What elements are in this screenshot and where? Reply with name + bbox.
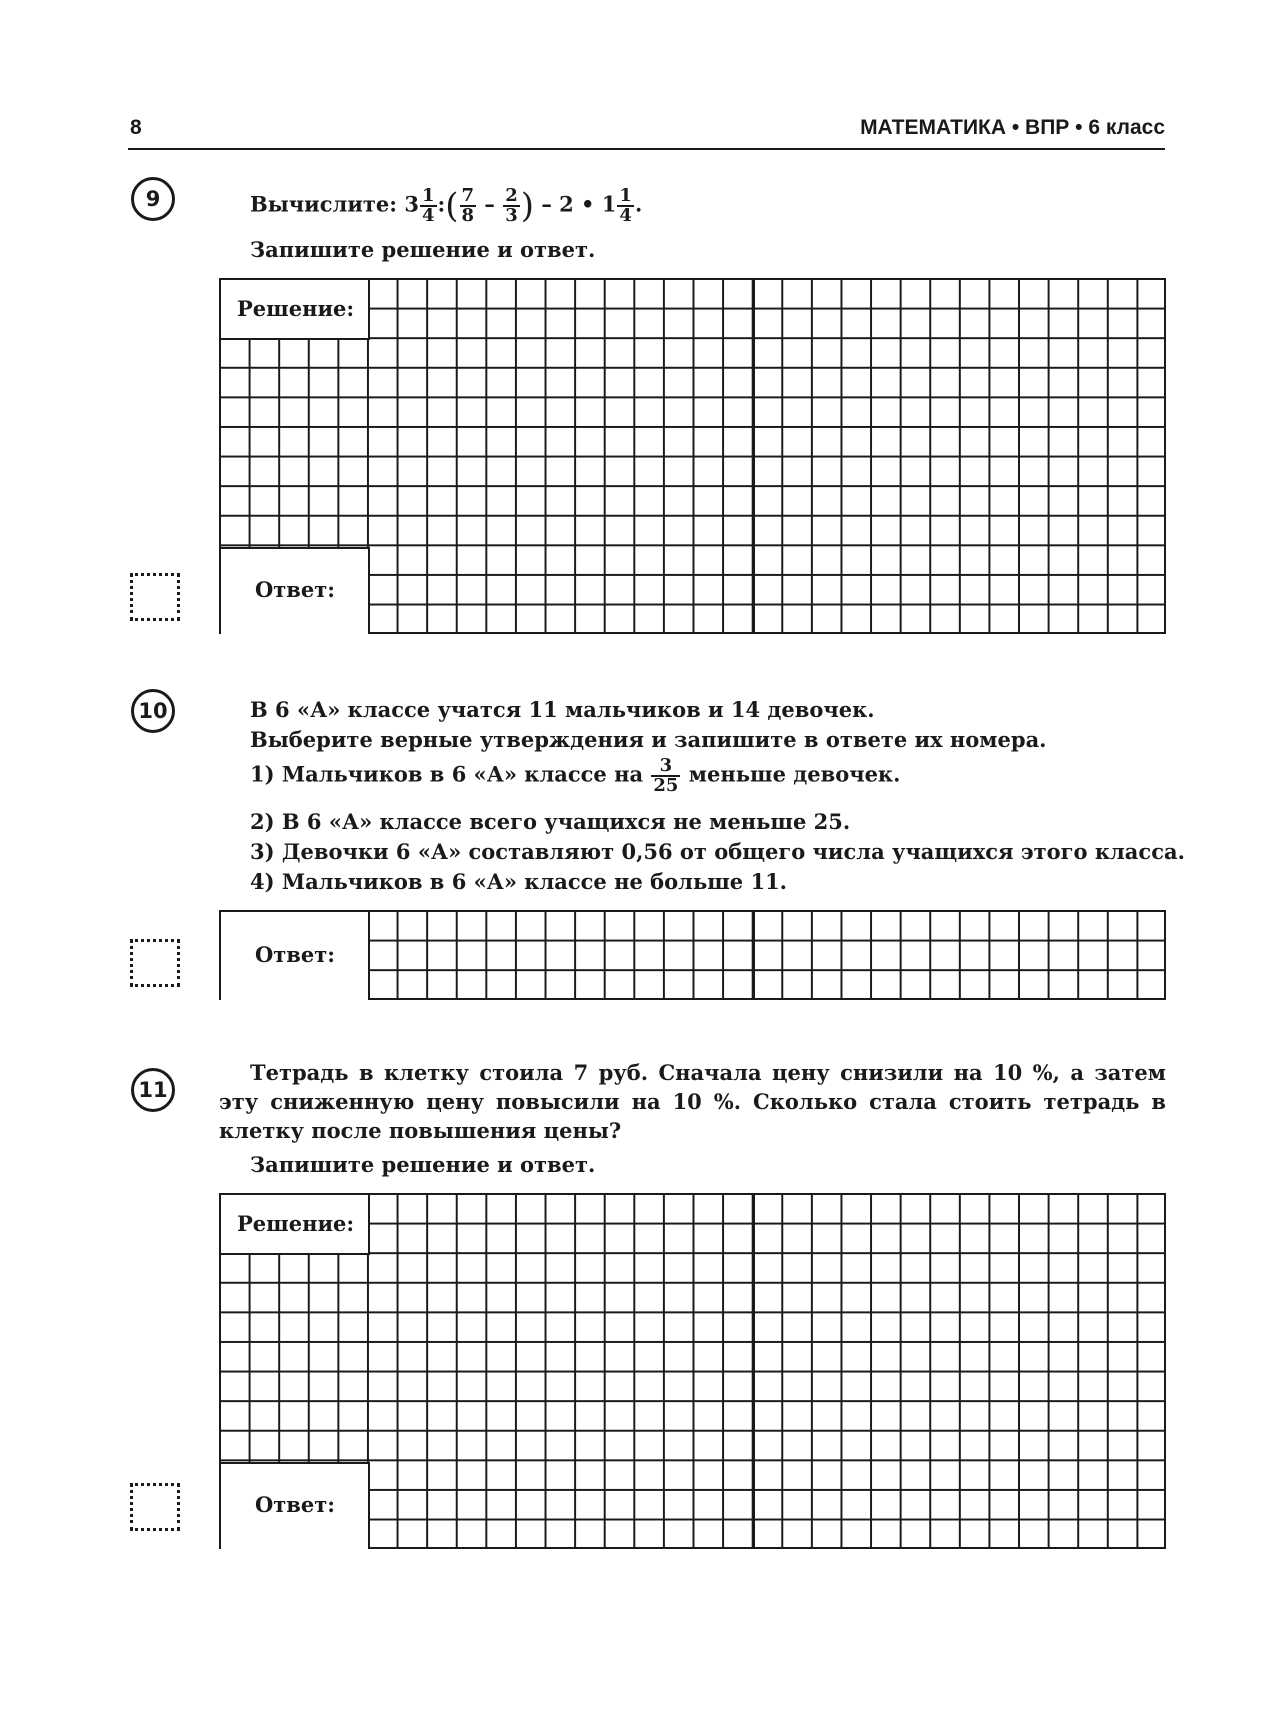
answer-label-box: [221, 912, 370, 1000]
answer-label: Ответ:: [255, 1492, 336, 1517]
fraction-4: [617, 187, 634, 225]
task-9-prompt: [250, 186, 642, 226]
task-11-text: Тетрадь в клетку стоила 7 руб. Сначала цену снизили на 10 %, а затем эту сниженную цену повысили на 10 %. Сколько стала стоить тетрадь в клетку после повышения цены?: [219, 1060, 1166, 1143]
option-1-suffix: меньше девочек.: [688, 761, 901, 787]
task-10-option-3: 3) Девочки 6 «А» составляют 0,56 от общего числа учащихся этого класса.: [250, 839, 1185, 864]
header-divider: [128, 148, 1165, 150]
frac-3-num: 2: [505, 185, 518, 206]
option-1-prefix: 1) Мальчиков в 6 «А» классе на: [250, 761, 644, 787]
fraction-2: [460, 187, 477, 225]
option-1-num: 3: [651, 757, 680, 777]
task-10-number: 10: [131, 689, 175, 733]
fraction-1: [420, 187, 437, 225]
expr-end: .: [634, 191, 643, 217]
task-11-instruction: Запишите решение и ответ.: [250, 1152, 596, 1177]
task-11-solution-grid[interactable]: [219, 1193, 1166, 1549]
task-10-option-4: 4) Мальчиков в 6 «А» классе не больше 11.: [250, 869, 787, 894]
expr-colon: :: [437, 191, 446, 217]
expr-tail: – 2 • 1: [541, 191, 617, 217]
task-9-score-box: [130, 573, 180, 621]
frac-2-num: 7: [461, 185, 475, 206]
paren-close: ): [520, 186, 534, 226]
grid-center-line: [753, 280, 755, 632]
solution-label: Решение:: [237, 296, 355, 321]
task-9-solution-grid[interactable]: [219, 278, 1166, 634]
task-11-score-box: [130, 1483, 180, 1531]
frac-1-num: 1: [421, 185, 435, 206]
expr-whole-1: 3: [404, 191, 419, 217]
answer-label-box: [221, 1462, 370, 1549]
solution-label-box: [221, 1195, 370, 1255]
running-title: МАТЕМАТИКА • ВПР • 6 класс: [860, 116, 1165, 139]
solution-label: Решение:: [237, 1211, 355, 1236]
task-9-instruction: Запишите решение и ответ.: [250, 237, 596, 262]
option-1-fraction: [651, 757, 680, 795]
task-10-line-1: В 6 «А» классе учатся 11 мальчиков и 14 девочек.: [250, 697, 875, 722]
answer-label: Ответ:: [255, 577, 336, 602]
task-10-option-2: 2) В 6 «А» классе всего учащихся не меньше 25.: [250, 809, 851, 834]
task-10-line-2: Выберите верные утверждения и запишите в ответе их номера.: [250, 727, 1047, 752]
expr-minus: –: [484, 191, 495, 217]
answer-label-box: [221, 547, 370, 634]
frac-2-den: 8: [461, 205, 475, 226]
frac-3-den: 3: [505, 205, 518, 226]
page-number: 8: [130, 116, 142, 139]
frac-4-num: 1: [619, 185, 632, 206]
solution-label-box: [221, 280, 370, 340]
task-10-score-box: [130, 939, 180, 987]
task-10-option-1: [250, 757, 900, 795]
task-11-number: 11: [131, 1068, 175, 1112]
fraction-3: [503, 187, 520, 225]
grid-center-line: [753, 1195, 755, 1547]
task-9-prefix: Вычислите:: [250, 191, 398, 217]
answer-label: Ответ:: [255, 942, 336, 967]
option-1-den: 25: [653, 775, 679, 796]
frac-4-den: 4: [619, 205, 632, 226]
task-9-number: 9: [131, 177, 175, 221]
task-10-answer-grid[interactable]: [219, 910, 1166, 1000]
grid-center-line: [753, 912, 755, 998]
frac-1-den: 4: [421, 205, 435, 226]
paren-open: (: [445, 186, 459, 226]
